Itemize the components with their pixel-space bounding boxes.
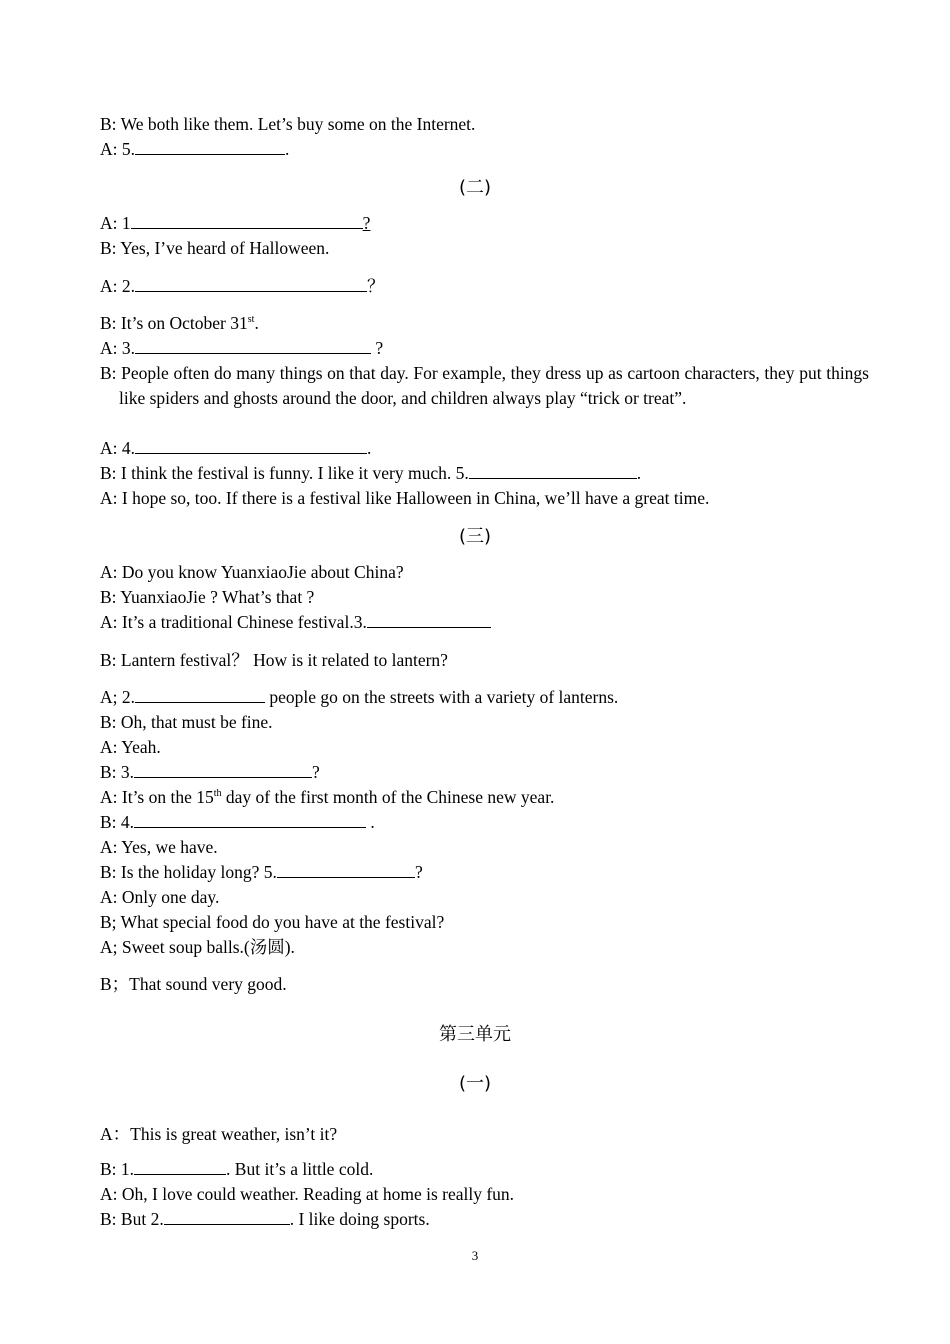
dialogue-line: B: Is the holiday long? 5. ?: [100, 862, 423, 882]
dialogue-line: A: 2. ？: [100, 276, 385, 296]
dialogue-line: B: Oh, that must be fine.: [100, 712, 273, 732]
unit-title: 第三单元: [439, 1024, 511, 1045]
answer-blank[interactable]: [134, 760, 312, 778]
dialogue-line: A: 1 ?: [100, 213, 371, 233]
dialogue-line: A; 2. people go on the streets with a variety of lanterns.: [100, 687, 619, 707]
dialogue-paragraph: B: People often do many things on that day. For example, they dress up as cartoon characters, they put things like spiders and ghosts around the door, and children always play “trick or treat”.: [100, 363, 869, 408]
dialogue-line: A: It’s on the 15th day of the first month of the Chinese new year.: [100, 787, 555, 807]
answer-blank[interactable]: [134, 1157, 226, 1175]
answer-blank[interactable]: [135, 137, 285, 155]
answer-blank[interactable]: [367, 610, 491, 628]
answer-blank[interactable]: [277, 860, 415, 878]
section-heading: (三): [458, 526, 492, 547]
dialogue-line: A: 5. .: [100, 139, 290, 159]
dialogue-line: A: Do you know YuanxiaoJie about China?: [100, 562, 404, 582]
dialogue-line: B: Lantern festival？ How is it related to lantern?: [100, 650, 448, 670]
answer-blank[interactable]: [131, 211, 363, 229]
dialogue-line: A: It’s a traditional Chinese festival.3.: [100, 610, 491, 635]
dialogue-line: B: YuanxiaoJie ? What’s that ?: [100, 587, 315, 607]
dialogue-line: B: It’s on October 31st.: [100, 313, 259, 333]
answer-blank[interactable]: [164, 1207, 290, 1225]
dialogue-line: B: We both like them. Let’s buy some on the Internet.: [100, 114, 476, 134]
answer-blank[interactable]: [135, 336, 371, 354]
section-heading: (二): [458, 177, 492, 198]
dialogue-line: A: 3. ?: [100, 338, 384, 358]
dialogue-line: A: 4. .: [100, 438, 372, 458]
answer-blank[interactable]: [135, 685, 265, 703]
dialogue-line: B: 1. . But it’s a little cold.: [100, 1159, 374, 1179]
answer-blank[interactable]: [134, 810, 366, 828]
answer-blank[interactable]: [469, 461, 637, 479]
dialogue-line: B: 3. ?: [100, 762, 320, 782]
dialogue-line: A: I hope so, too. If there is a festival like Halloween in China, we’ll have a great time.: [100, 488, 710, 508]
dialogue-line: A: Yeah.: [100, 737, 161, 757]
dialogue-line: B；That sound very good.: [100, 974, 287, 994]
dialogue-line: A：This is great weather, isn’t it?: [100, 1124, 338, 1144]
dialogue-line: A: Oh, I love could weather. Reading at home is really fun.: [100, 1184, 515, 1204]
dialogue-line: B: I think the festival is funny. I like it very much. 5. .: [100, 463, 642, 483]
answer-blank[interactable]: [135, 436, 367, 454]
dialogue-line: B; What special food do you have at the festival?: [100, 912, 445, 932]
dialogue-line: B: Yes, I’ve heard of Halloween.: [100, 238, 330, 258]
dialogue-line: A: Yes, we have.: [100, 837, 218, 857]
section-heading: (一): [458, 1073, 492, 1094]
dialogue-line: A; Sweet soup balls.(汤圆).: [100, 937, 295, 957]
dialogue-line: A: Only one day.: [100, 887, 220, 907]
page-number: 3: [471, 1248, 479, 1263]
dialogue-line: B: But 2. . I like doing sports.: [100, 1209, 430, 1229]
dialogue-line: B: 4. .: [100, 812, 375, 832]
answer-blank[interactable]: [135, 274, 367, 292]
